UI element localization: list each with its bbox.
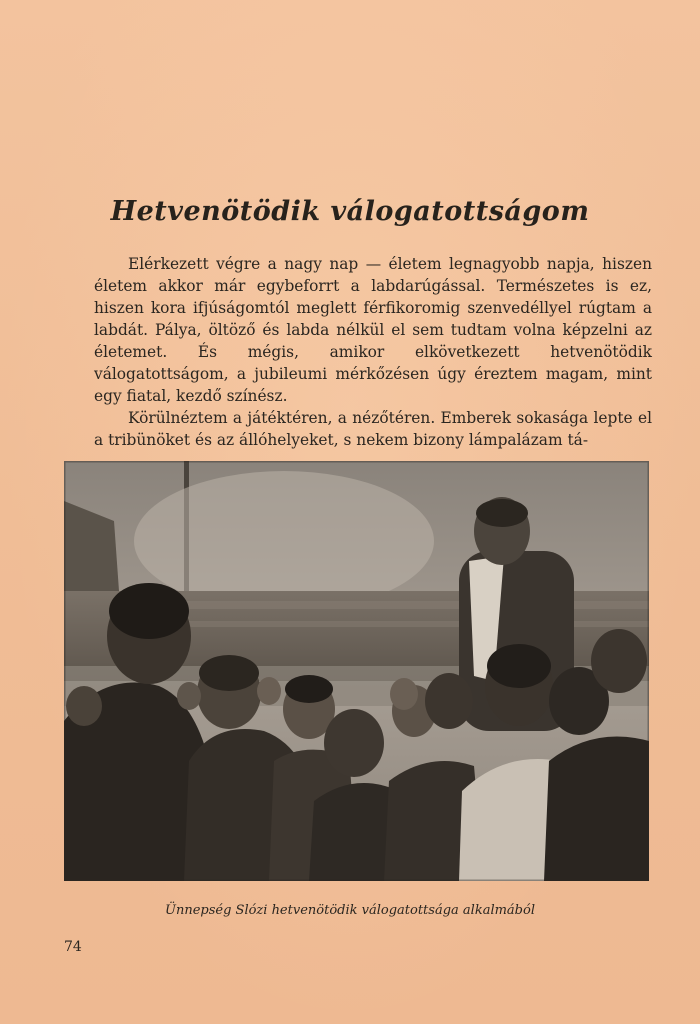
page-number: 74 [64,939,82,955]
paragraph-1: Elérkezett végre a nagy nap — életem legnagyobb napja, hiszen életem akkor már egybeforrt a labdarúgással. Természetes is ez, hiszen kora ifjúságomtól meglett férfikoromig szenvedéllyel rúgtam a labdát. Pálya, öltöző és labda nélkül el sem tudtam volna képzelni az életemet. És mégis, amikor elkövetkezett hetvenötödik válogatottságom, a jubileumi mérkőzésen úgy éreztem magam, mint egy fiatal, kezdő színész. [94,255,652,405]
paragraph-2: Körülnéztem a játéktéren, a nézőtéren. Emberek sokasága lepte el a tribünöket és az állóhelyeket, s nekem bizony lámpalázam tá- [94,409,652,449]
photo-caption: Ünnepség Slózi hetvenötödik válogatottsága alkalmából [165,903,535,918]
ceremony-photo [64,461,649,881]
body-text [94,253,652,451]
chapter-title: Hetvenötödik válogatottságom [110,196,590,227]
